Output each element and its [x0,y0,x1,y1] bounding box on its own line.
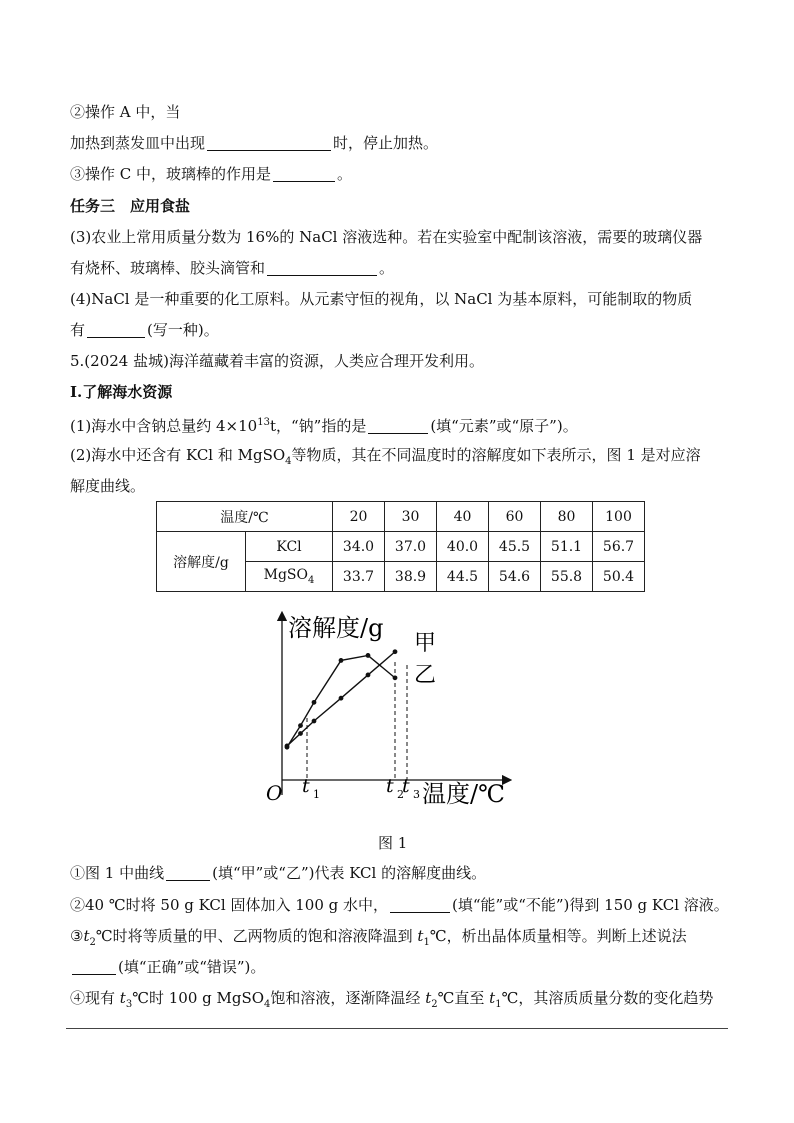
text-line: 解度曲线。 [70,477,146,495]
text-line: ④现有 $t_3℃$时 100 g MgSO$_4$饱和溶液，逐渐降温经 $t_2℃$直至 $t_1℃$，其溶质质量分数的变化趋势 [70,989,714,1010]
solubility-chart [262,610,522,810]
text-line: (2)海水中还含有 KCl 和 MgSO$_4$等物质，其在不同温度时的溶解度如下表所示，图 1 是对应溶 [70,446,701,467]
text-line: ③操作 C 中，玻璃棒的作用是 。 [70,165,353,183]
answer-blank[interactable] [390,896,450,913]
tick-label-t1 [302,775,320,801]
table-cell: 54.6 [489,562,541,592]
curve-line-yi [287,655,395,747]
text-line: (1)海水中含钠总量约 $4\times 10^{13}t$，“钠”指的是 (填“元素”或“原子”)。 [70,417,578,435]
data-point [285,745,290,750]
curve-label-jia: 甲 [414,631,437,656]
text-line: 有 (写一种)。 [70,321,219,339]
question-5-stem: 5.(2024 盐城)海洋蕴藏着丰富的资源，人类应合理开发利用。 [70,352,484,370]
table-cell: 45.5 [489,532,541,562]
figure-caption: 图 1 [378,834,408,852]
table-header-cell: 30 [385,502,437,532]
svg-text:3: 3 [413,788,420,801]
data-point [312,719,317,724]
svg-text:t: t [386,775,394,797]
data-point [298,731,303,736]
table-header-cell: 温度/℃ [157,502,333,532]
row-label: MgSO$_4$ [246,562,333,592]
table-cell: 37.0 [385,532,437,562]
table-header-cell: 40 [437,502,489,532]
table-header-cell: 80 [541,502,593,532]
svg-text:2: 2 [397,788,404,801]
data-point [366,673,371,678]
table-cell: 33.7 [333,562,385,592]
table-row [157,532,645,562]
answer-blank[interactable] [207,134,331,151]
answer-blank[interactable] [368,417,428,434]
table-header-row [157,502,645,532]
table-header-cell: 60 [489,502,541,532]
answer-blank[interactable] [273,165,335,182]
text-line: ②40 ℃时将 50 g KCl 固体加入 100 g 水中， (填“能”或“不能”)得到 150 g KCl 溶液。 [70,896,729,914]
table-cell: 34.0 [333,532,385,562]
text-line: 加热到蒸发皿中出现 时，停止加热。 [70,134,439,152]
curve-label-yi: 乙 [414,663,437,688]
table-cell: 44.5 [437,562,489,592]
answer-blank[interactable] [72,958,116,975]
table-cell: 56.7 [593,532,645,562]
svg-text:t: t [302,775,310,797]
data-point [339,658,344,663]
footer-rule [66,1028,728,1029]
text-line: ①图 1 中曲线 (填“甲”或“乙”)代表 KCl 的溶解度曲线。 [70,864,487,882]
x-axis-label: 温度/℃ [422,780,505,808]
svg-text:1: 1 [313,788,320,801]
tick-label-t3 [402,775,420,801]
data-point [339,696,344,701]
answer-blank[interactable] [87,321,145,338]
text-line: (3)农业上常用质量分数为 16%的 NaCl 溶液选种。若在实验室中配制该溶液，需要的玻璃仪器 [70,228,703,246]
text-line: (4)NaCl 是一种重要的化工原料。从元素守恒的视角，以 NaCl 为基本原料，可能制取的物质 [70,290,693,308]
table-header-cell: 20 [333,502,385,532]
table-header-cell: 100 [593,502,645,532]
text-line: (填“正确”或“错误”)。 [70,956,265,978]
text-line: $③t_2℃$时将等质量的甲、乙两物质的饱和溶液降温到 $t_1℃$，析出晶体质量相等。判断上述说法 [70,927,687,948]
svg-text:t: t [402,775,410,797]
table-cell: 55.8 [541,562,593,592]
origin-label: O [266,781,283,805]
table-cell: 50.4 [593,562,645,592]
data-point [298,723,303,728]
y-axis-label: 溶解度/g [288,614,384,642]
answer-blank[interactable] [267,259,377,276]
section-heading: Ⅰ.了解海水资源 [70,383,173,401]
row-label: KCl [246,532,333,562]
text-line: 有烧杯、玻璃棒、胶头滴管和 。 [70,259,395,277]
table-cell: 38.9 [385,562,437,592]
data-point [312,700,317,705]
data-point [393,649,398,654]
solubility-table [156,501,645,592]
section-heading: 任务三 应用食盐 [70,197,191,215]
data-point [393,675,398,680]
text-line: ②操作 A 中，当 [70,103,181,121]
answer-blank[interactable] [166,864,210,881]
row-group-label: 溶解度/g [157,532,246,592]
data-point [366,653,371,658]
table-cell: 51.1 [541,532,593,562]
table-cell: 40.0 [437,532,489,562]
